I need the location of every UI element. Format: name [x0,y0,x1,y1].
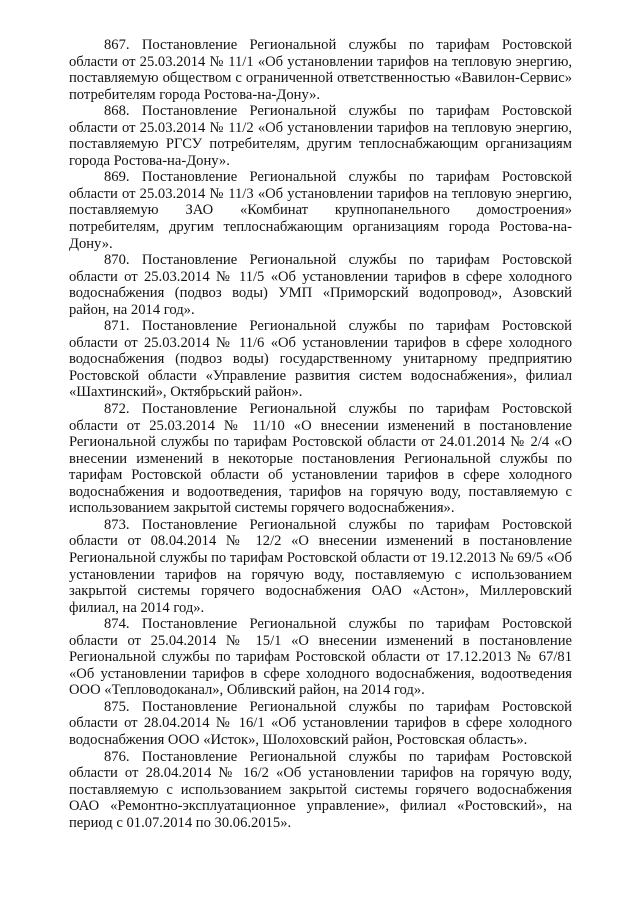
list-item: 875. Постановление Региональной службы по тарифам Ростовской области от 28.04.2014 № 16/1 «Об установлении тарифов в сфере холодного водоснабжения ООО «Исток», Шолоховский район, Ростовская область». [69,698,572,748]
document-page [69,37,572,831]
list-item: 869. Постановление Региональной службы по тарифам Ростовской области от 25.03.2014 № 11/3 «Об установлении тарифов на тепловую энергию, поставляемую ЗАО «Комбинат крупнопанельного домостроения» потребителям, другим теплоснабжающим организациям города Ростова-на-Дону». [69,169,572,252]
list-item: 876. Постановление Региональной службы по тарифам Ростовской области от 28.04.2014 № 16/2 «Об установлении тарифов на горячую воду, поставляемую с использованием закрытой системы горячего водоснабжения ОАО «Ремонтно-эксплуатационное управление», филиал «Ростовский», на период с 01.07.2014 по 30.06.2015». [69,748,572,831]
list-item: 868. Постановление Региональной службы по тарифам Ростовской области от 25.03.2014 № 11/2 «Об установлении тарифов на тепловую энергию, поставляемую РГСУ потребителям, другим теплоснабжающим организациям города Ростова-на-Дону». [69,103,572,169]
list-item: 871. Постановление Региональной службы по тарифам Ростовской области от 25.03.2014 № 11/6 «Об установлении тарифов в сфере холодного водоснабжения (подвоз воды) государственному унитарному предприятию Ростовской области «Управление развития систем водоснабжения», филиал «Шахтинский», Октябрьский район». [69,318,572,401]
list-item: 873. Постановление Региональной службы по тарифам Ростовской области от 08.04.2014 № 12/2 «О внесении изменений в постановление Региональной службы по тарифам Ростовской области от 19.12.2013 № 69/5 «Об установлении тарифов на горячую воду, поставляемую с использованием закрытой системы горячего водоснабжения ОАО «Астон», Миллеровский филиал, на 2014 год». [69,516,572,616]
list-item: 874. Постановление Региональной службы по тарифам Ростовской области от 25.04.2014 № 15/1 «О внесении изменений в постановление Региональной службы по тарифам Ростовской области от 17.12.2013 № 67/81 «Об установлении тарифов в сфере холодного водоснабжения, водоотведения ООО «Тепловодоканал», Обливский район, на 2014 год». [69,616,572,699]
list-item: 867. Постановление Региональной службы по тарифам Ростовской области от 25.03.2014 № 11/1 «Об установлении тарифов на тепловую энергию, поставляемую обществом с ограниченной ответственностью «Вавилон-Сервис» потребителям города Ростова-на-Дону». [69,37,572,103]
list-item: 870. Постановление Региональной службы по тарифам Ростовской области от 25.03.2014 № 11/5 «Об установлении тарифов в сфере холодного водоснабжения (подвоз воды) УМП «Приморский водопровод», Азовский район, на 2014 год». [69,252,572,318]
list-item: 872. Постановление Региональной службы по тарифам Ростовской области от 25.03.2014 № 11/10 «О внесении изменений в постановление Региональной службы по тарифам Ростовской области от 24.01.2014 № 2/4 «О внесении изменений в некоторые постановления Региональной службы по тарифам Ростовской области об установлении тарифов в сфере холодного водоснабжения и водоотведения, тарифов на горячую воду, поставляемую с использованием закрытой системы горячего водоснабжения». [69,401,572,517]
